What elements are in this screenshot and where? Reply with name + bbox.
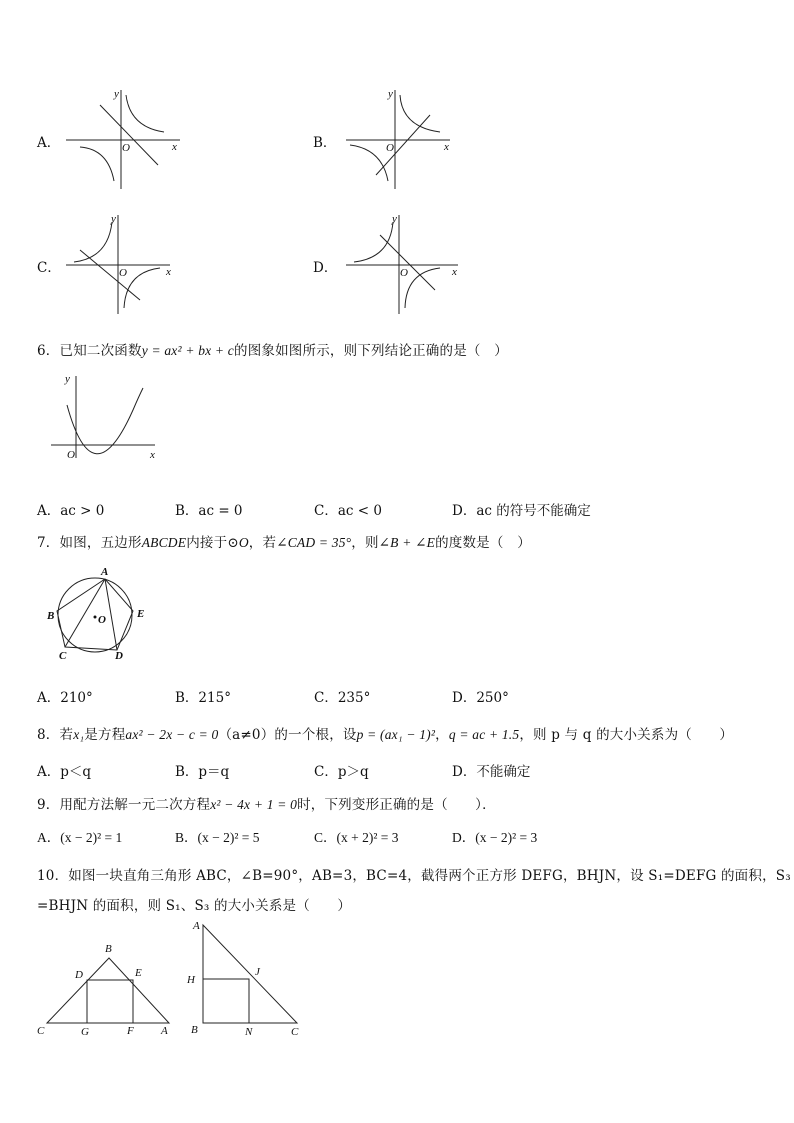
fig1-label-g: G — [81, 1026, 89, 1038]
q10-stem-line1: 10．如图一块直角三角形 ABC，∠B=90°，AB=3，BC=4，截得两个正方形 DEFG，BHJN，设 S₁=DEFG 的面积，S₃ — [37, 868, 791, 884]
q8-option-b: B．p＝q — [175, 764, 230, 780]
q7-option-b: B．215° — [175, 690, 231, 706]
q5c-origin-label: O — [119, 267, 127, 279]
q8-option-a: A．p＜q — [37, 764, 92, 780]
q6-x-label: x — [150, 449, 155, 461]
q7-label-b: B — [47, 610, 55, 622]
fig2-label-j: J — [255, 966, 260, 978]
fig2-label-c: C — [291, 1026, 299, 1038]
q6-parabola-figure — [45, 370, 165, 465]
q10-stem-line2: =BHJN 的面积，则 S₁、S₃ 的大小关系是（ ） — [37, 898, 352, 914]
q5-graph-a — [60, 85, 190, 195]
fig2-label-n: N — [245, 1026, 253, 1038]
fig2-label-a: A — [193, 920, 200, 932]
q5d-x-label: x — [452, 266, 457, 278]
q8-option-c: C．p＞q — [314, 764, 369, 780]
q5-option-a-label: A． — [37, 135, 61, 151]
q5-option-d-label: D． — [313, 260, 338, 276]
q5c-x-label: x — [166, 266, 171, 278]
q7-option-a: A．210° — [37, 690, 93, 706]
q5a-x-label: x — [172, 141, 177, 153]
q5-graph-c — [60, 210, 190, 320]
q5-graph-d — [340, 210, 470, 320]
q8-stem: 8．若x₁是方程ax² − 2x − c = 0（a≠0）的一个根，设p = (ax₁ − 1)²，q = ac + 1.5，则 p 与 q 的大小关系为（ ） — [37, 727, 734, 743]
q5-graph-b — [340, 85, 470, 195]
q5-option-b-label: B． — [313, 135, 337, 151]
fig1-label-b: B — [105, 943, 112, 955]
q6-option-d: D．ac 的符号不能确定 — [452, 503, 591, 519]
q5c-y-label: y — [111, 213, 116, 225]
fig2-label-h: H — [187, 974, 195, 986]
fig1-label-c: C — [37, 1025, 45, 1037]
q5a-y-label: y — [114, 88, 119, 100]
q7-label-e: E — [137, 608, 145, 620]
q5-option-c-label: C． — [37, 260, 61, 276]
q5d-origin-label: O — [400, 267, 408, 279]
q7-stem: 7．如图，五边形ABCDE内接于⊙O，若∠CAD = 35°，则∠B + ∠E的度数是（ ） — [37, 535, 531, 551]
q5d-y-label: y — [392, 213, 397, 225]
q9-stem: 9．用配方法解一元二次方程x² − 4x + 1 = 0时，下列变形正确的是（ ）． — [37, 797, 496, 813]
q5a-origin-label: O — [122, 142, 130, 154]
q7-option-d: D．250° — [452, 690, 509, 706]
q8-option-d: D．不能确定 — [452, 764, 531, 780]
q7-label-a: A — [101, 566, 109, 578]
q9-option-d: D．(x − 2)² = 3 — [452, 830, 538, 845]
q7-label-c: C — [59, 650, 67, 662]
fig1-label-a: A — [161, 1025, 168, 1037]
q6-option-c: C．ac < 0 — [314, 503, 382, 519]
q9-option-a: A．(x − 2)² = 1 — [37, 830, 123, 845]
q9-option-c: C．(x + 2)² = 3 — [314, 830, 399, 845]
q7-label-o: O — [98, 614, 106, 626]
fig2-label-b: B — [191, 1024, 198, 1036]
q6-origin-label: O — [67, 449, 75, 461]
fig1-label-e: E — [135, 967, 142, 979]
q7-pentagon-figure — [45, 563, 155, 668]
q6-option-b: B．ac = 0 — [175, 503, 243, 519]
q6-option-a: A．ac > 0 — [37, 503, 105, 519]
q9-option-b: B．(x − 2)² = 5 — [175, 830, 260, 845]
q6-stem: 6．已知二次函数y = ax² + bx + c的图象如图所示，则下列结论正确的是（ ） — [37, 343, 508, 359]
q5b-x-label: x — [444, 141, 449, 153]
q10-figure-2 — [185, 915, 310, 1040]
q7-option-c: C．235° — [314, 690, 371, 706]
q5b-y-label: y — [388, 88, 393, 100]
q6-y-label: y — [65, 373, 70, 385]
q7-label-d: D — [115, 650, 123, 662]
q5b-origin-label: O — [386, 142, 394, 154]
fig1-label-d: D — [75, 969, 83, 981]
fig1-label-f: F — [127, 1025, 134, 1037]
q10-figure-1 — [35, 938, 180, 1043]
